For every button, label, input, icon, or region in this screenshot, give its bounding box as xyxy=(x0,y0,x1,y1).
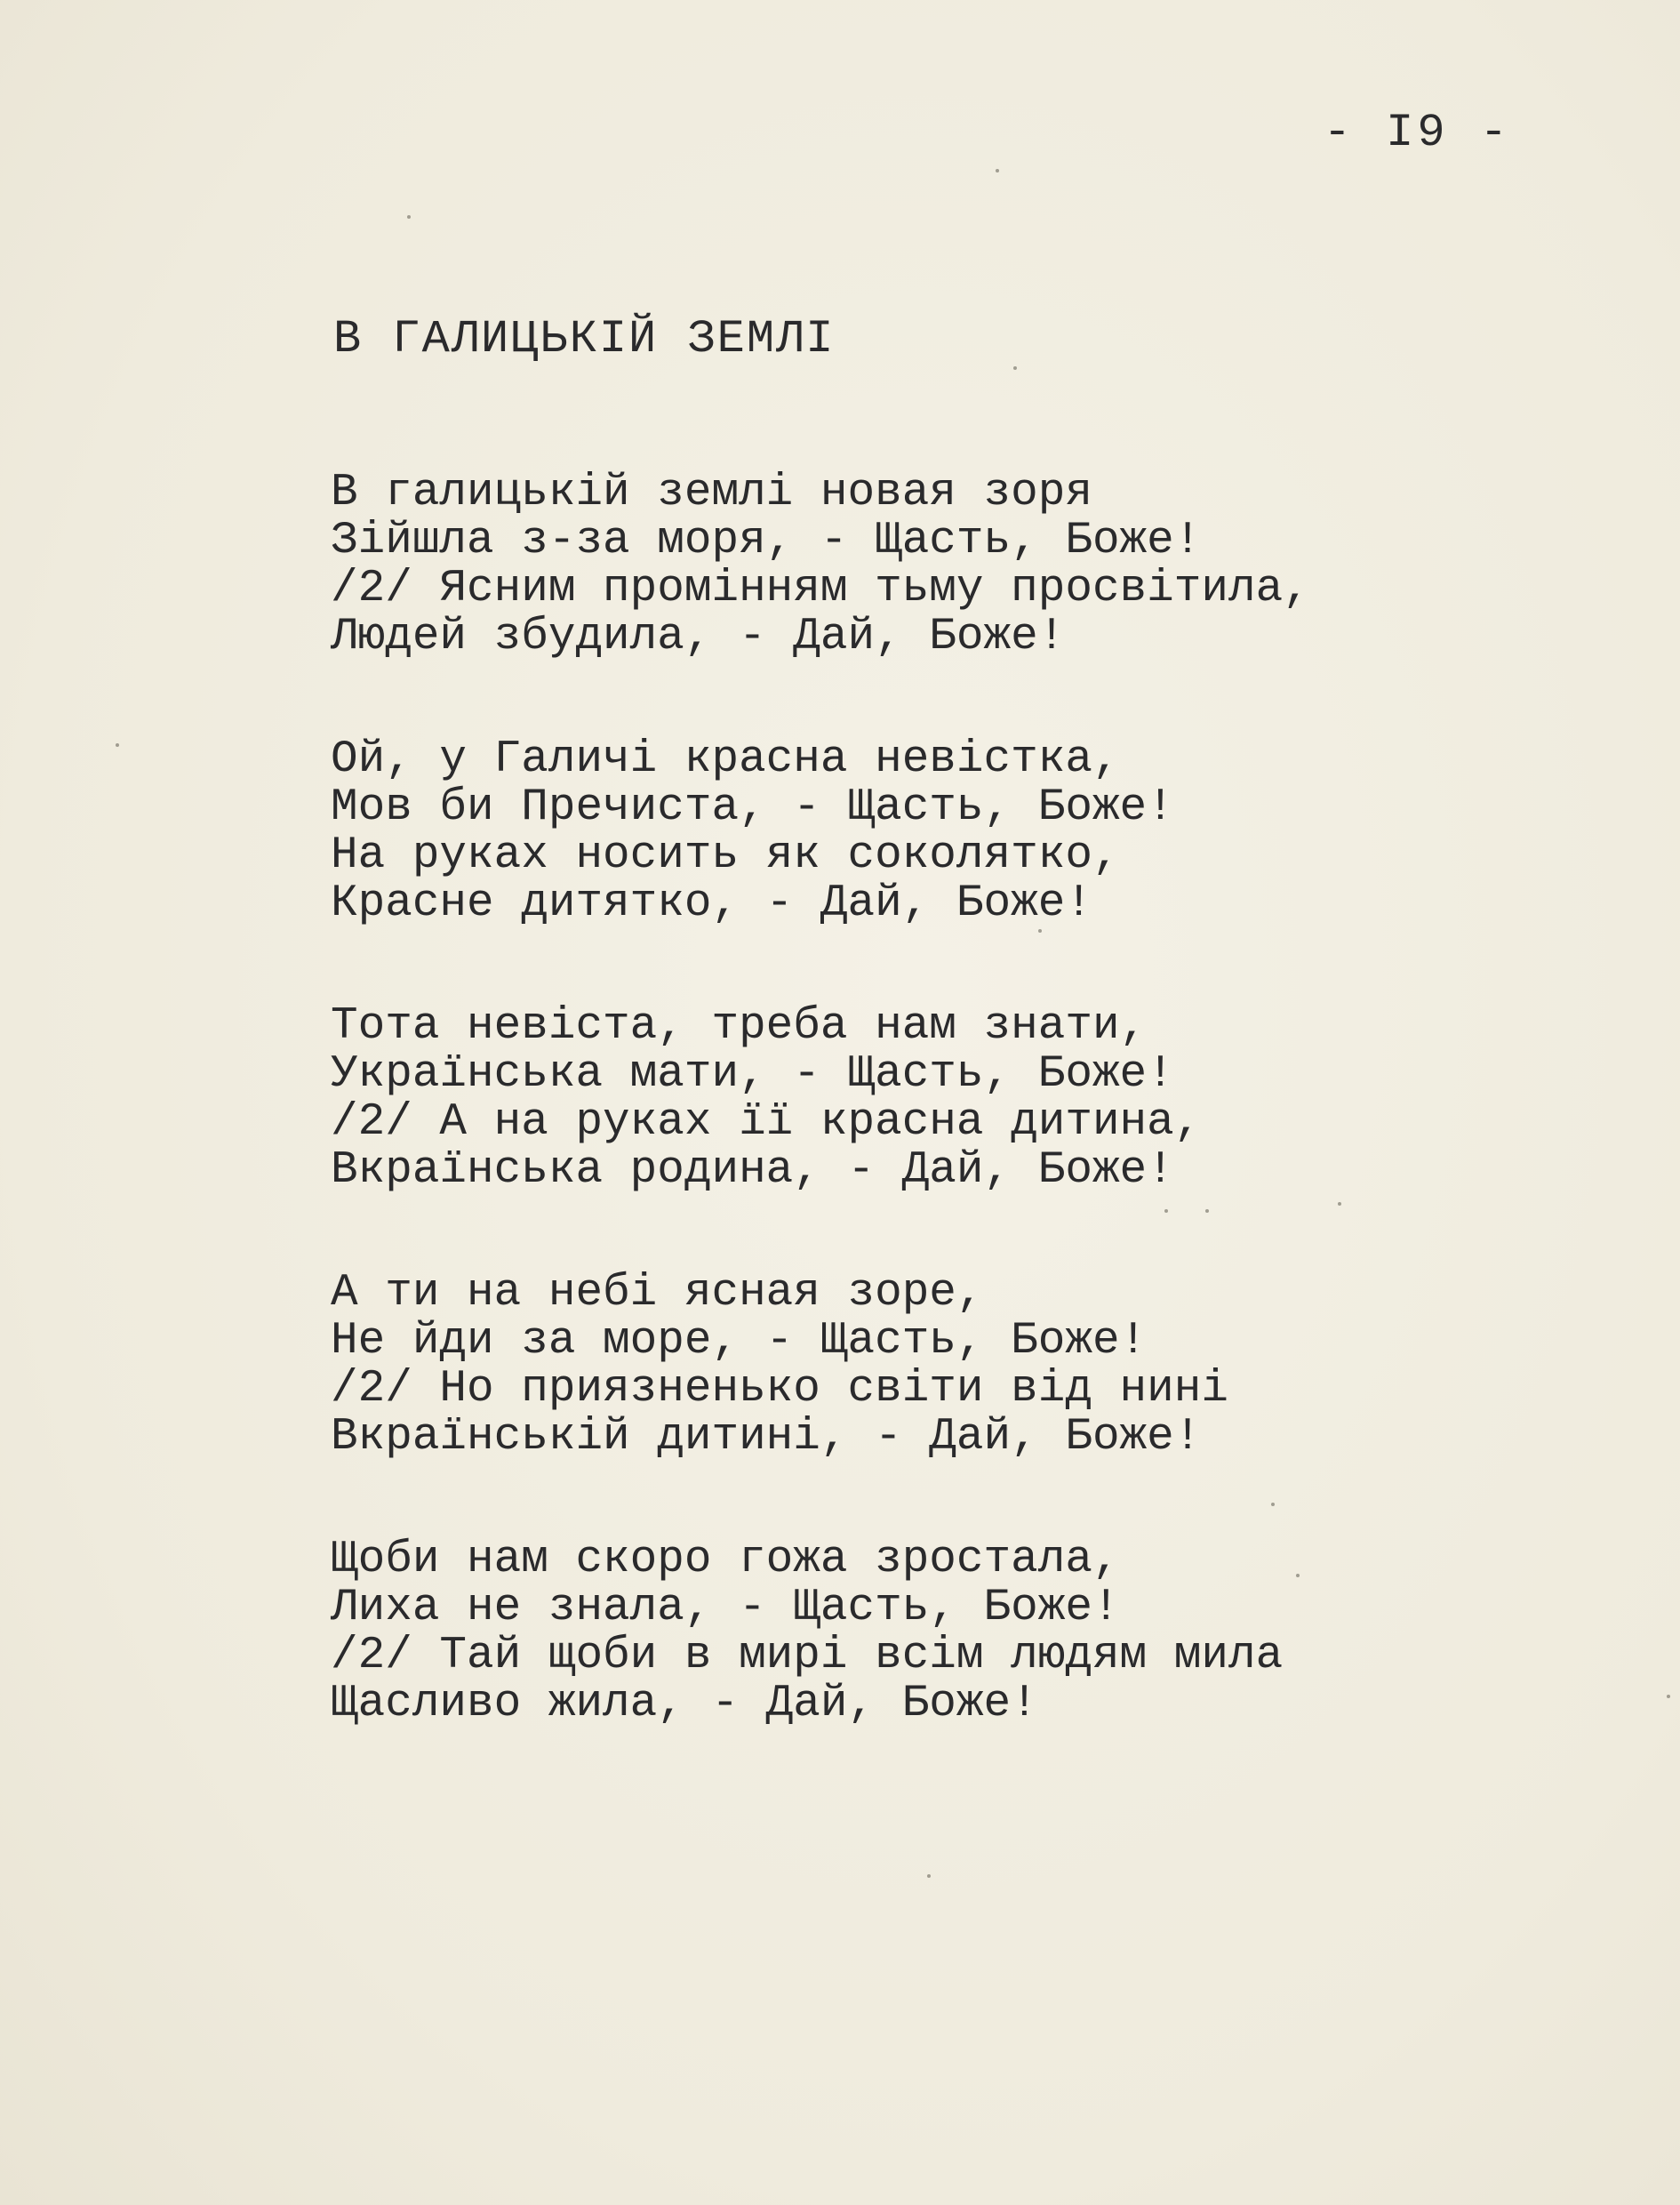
paper-speck xyxy=(996,169,999,172)
poem-line: Ой, у Галичі красна невістка, xyxy=(331,734,1120,785)
paper-speck xyxy=(1038,929,1042,933)
poem-line: Щасливо жила, - Дай, Боже! xyxy=(331,1679,1038,1729)
paper-speck xyxy=(1667,1695,1670,1698)
paper-speck xyxy=(1205,1209,1209,1213)
stanza-5 xyxy=(331,1536,1557,1728)
poem-line: Людей збудила, - Дай, Боже! xyxy=(331,612,1066,662)
poem-line: Зійшла з-за моря, - Щасть, Боже! xyxy=(331,516,1202,566)
poem-line: Вкраїнській дитині, - Дай, Боже! xyxy=(331,1412,1202,1463)
paper-speck xyxy=(407,215,411,219)
paper-speck xyxy=(1271,1503,1275,1506)
poem-line: Українська мати, - Щасть, Боже! xyxy=(331,1049,1174,1100)
page-number: - I9 - xyxy=(1323,107,1511,159)
stanza-3 xyxy=(331,1003,1557,1195)
poem-line: Щоби нам скоро гожа зростала, xyxy=(331,1535,1120,1585)
paper-speck xyxy=(927,1874,931,1878)
paper-speck xyxy=(1164,1209,1168,1213)
poem-line: А ти на небі ясная зоре, xyxy=(331,1268,984,1319)
poem-line: /2/ А на руках її красна дитина, xyxy=(331,1097,1202,1148)
paper-speck xyxy=(116,743,119,747)
paper-speck xyxy=(1296,1574,1300,1577)
paper-speck xyxy=(1338,1202,1341,1206)
paper-speck xyxy=(1013,366,1017,370)
poem-line: /2/ Ясним промінням тьму просвітила, xyxy=(331,564,1310,614)
poem-line: Красне дитятко, - Дай, Боже! xyxy=(331,878,1092,929)
poem-line: На руках носить як соколятко, xyxy=(331,830,1120,881)
stanza-1 xyxy=(331,469,1557,662)
stanza-4 xyxy=(331,1270,1557,1462)
poem-line: /2/ Но приязненько світи від нині xyxy=(331,1364,1228,1415)
poem-line: Тота невіста, треба нам знати, xyxy=(331,1001,1148,1052)
poem-body xyxy=(331,469,1557,1803)
poem-line: Не йди за море, - Щасть, Боже! xyxy=(331,1316,1148,1367)
stanza-2 xyxy=(331,736,1557,928)
poem-title: В ГАЛИЦЬКІЙ ЗЕМЛІ xyxy=(333,313,836,365)
poem-line: В галицькій землі новая зоря xyxy=(331,468,1092,518)
poem-line: Лиха не знала, - Щасть, Боже! xyxy=(331,1583,1120,1633)
poem-line: Вкраїнська родина, - Дай, Боже! xyxy=(331,1145,1174,1196)
poem-line: Мов би Пречиста, - Щасть, Боже! xyxy=(331,782,1174,833)
poem-line: /2/ Тай щоби в мирі всім людям мила xyxy=(331,1631,1284,1681)
